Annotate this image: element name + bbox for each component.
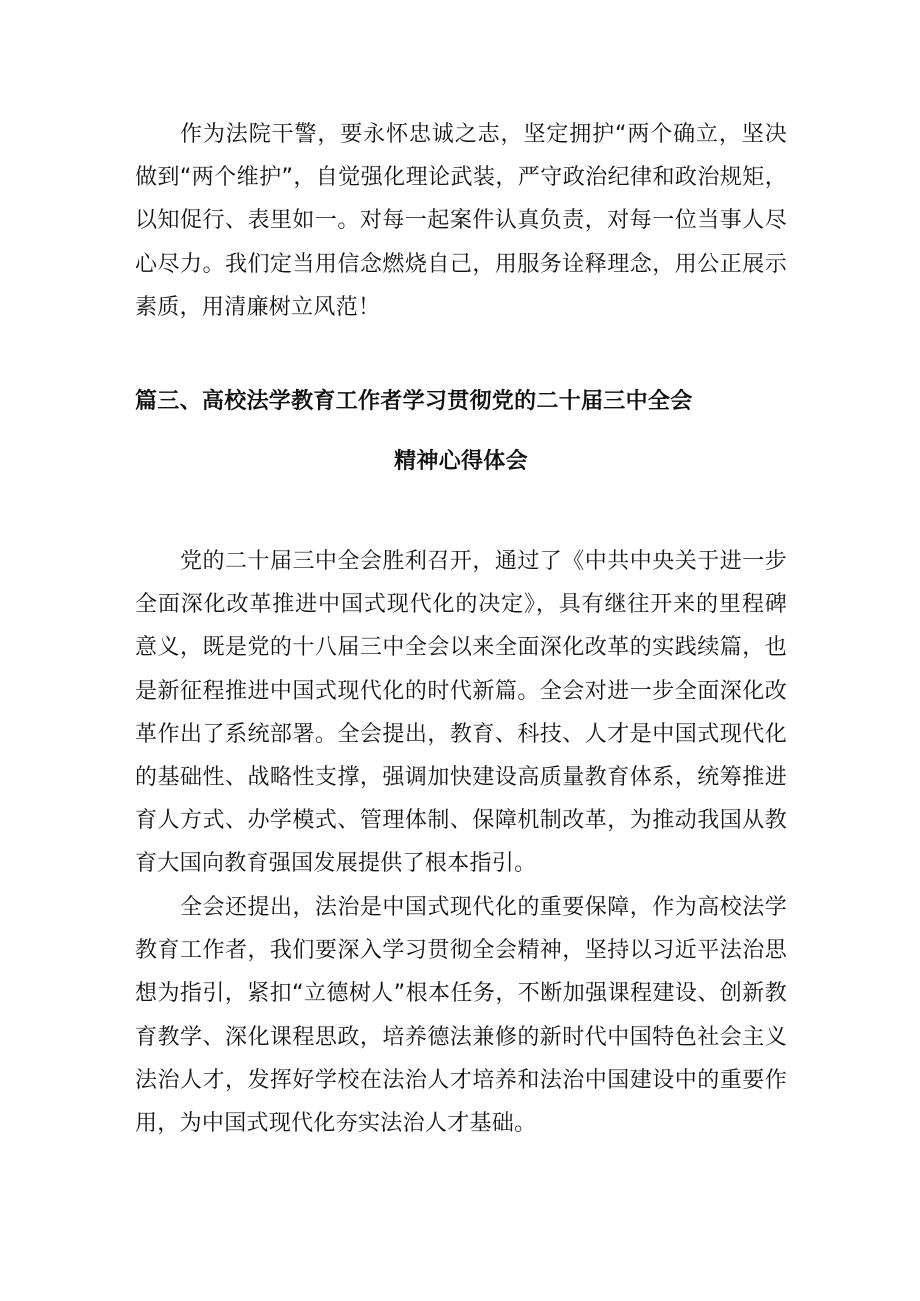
paragraph-legal-education: 全会还提出，法治是中国式现代化的重要保障，作为高校法学教育工作者，我们要深入学习贯彻全会精神，坚持以习近平法治思想为指引，紧扣“立德树人”根本任务，不断加强课程建设、创新教育教学、深化课程思政，培养德法兼修的新时代中国特色社会主义法治人才，发挥好学校在法治人才培养和法治中国建设中的重要作用，为中国式现代化夯实法治人才基础。 bbox=[135, 895, 787, 1137]
section-heading-line-2: 精神心得体会 bbox=[394, 449, 528, 474]
paragraph-court-officers: 作为法院干警，要永怀忠诚之志，坚定拥护“两个确立，坚决做到“两个维护”，自觉强化理论武装，严守政治纪律和政治规矩，以知促行、表里如一。对每一起案件认真负责，对每一位当事人尽心尽力。我们定当用信念燃烧自己，用服务诠释理念，用公正展示素质，用清廉树立风范！ bbox=[135, 122, 787, 320]
section-heading-line-1: 篇三、高校法学教育工作者学习贯彻党的二十届三中全会 bbox=[135, 389, 693, 414]
paragraph-plenum-overview: 党的二十届三中全会胜利召开，通过了《中共中央关于进一步全面深化改革推进中国式现代化的决定》，具有继往开来的里程碑意义，既是党的十八届三中全会以来全面深化改革的实践续篇，也是新征程推进中国式现代化的时代新篇。全会对进一步全面深化改革作出了系统部署。全会提出，教育、科技、人才是中国式现代化的基础性、战略性支撑，强调加快建设高质量教育体系，统筹推进育人方式、办学模式、管理体制、保障机制改革，为推动我国从教育大国向教育强国发展提供了根本指引。 bbox=[135, 549, 787, 877]
